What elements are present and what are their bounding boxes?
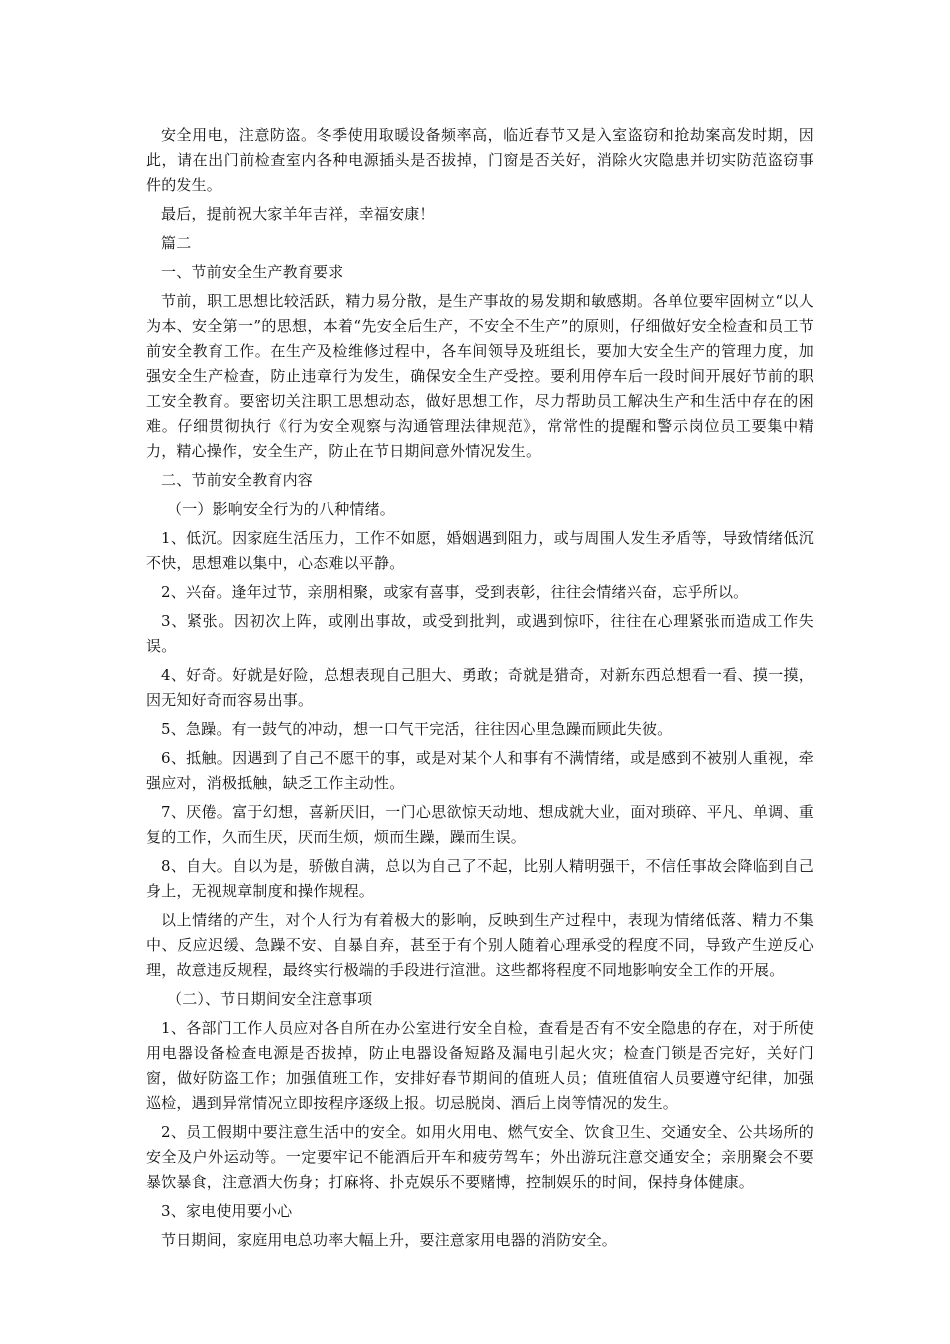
list-item: 7、厌倦。富于幻想，喜新厌旧，一门心思欲惊天动地、想成就大业，面对琐碎、平凡、单调、重复的工作，久而生厌，厌而生烦，烦而生躁，躁而生误。 — [146, 803, 814, 846]
list-item: 5、急躁。有一鼓气的冲动，想一口气干完活，往往因心里急躁而顾此失彼。 — [161, 720, 673, 738]
paragraph: 节前，职工思想比较活跃，精力易分散，是生产事故的易发期和敏感期。各单位要牢固树立“以人为本、安全第一”的思想，本着“先安全后生产，不安全不生产”的原则，仔细做好安全检查和员工节前安全教育工作。在生产及检维修过程中，各车间领导及班组长，要加大安全生产的管理力度，加强安全生产检查，防止违章行为发生，确保安全生产受控。要利用停车后一段时间开展好节前的职工安全教育。要密切关注职工思想动态，做好思想工作，尽力帮助员工解决生产和生活中存在的困难。仔细贯彻执行《行为安全观察与沟通管理法律规范》，常常性的提醒和警示岗位员工要集中精力，精心操作，安全生产，防止在节日期间意外情况发生。 — [146, 292, 814, 460]
paragraph: 以上情绪的产生，对个人行为有着极大的影响，反映到生产过程中，表现为情绪低落、精力不集中、反应迟缓、急躁不安、自暴自弃，甚至于有个别人随着心理承受的程度不同，导致产生逆反心理，故意违反规程，最终实行极端的手段进行渲泄。这些都将程度不同地影响安全工作的开展。 — [146, 911, 814, 979]
section-heading: 二、节前安全教育内容 — [161, 471, 314, 489]
list-item: 8、自大。自以为是，骄傲自满，总以为自己了不起，比别人精明强干，不信任事故会降临到自己身上，无视规章制度和操作规程。 — [146, 857, 814, 900]
list-item: 1、各部门工作人员应对各自所在办公室进行安全自检，查看是否有不安全隐患的存在，对于所使用电器设备检查电源是否拔掉，防止电器设备短路及漏电引起火灾；检查门锁是否完好，关好门窗，做好防盗工作；加强值班工作，安排好春节期间的值班人员；值班值宿人员要遵守纪律，加强巡检，遇到异常情况立即按程序逐级上报。切忌脱岗、酒后上岗等情况的发生。 — [146, 1019, 814, 1112]
list-item: 3、紧张。因初次上阵，或刚出事故，或受到批判，或遇到惊吓，往往在心理紧张而造成工作失误。 — [146, 612, 814, 655]
subsection-heading: （一）影响安全行为的八种情绪。 — [167, 500, 396, 518]
list-item: 1、低沉。因家庭生活压力，工作不如愿，婚姻遇到阻力，或与周围人发生矛盾等，导致情绪低沉不快，思想难以集中，心态难以平静。 — [146, 529, 814, 572]
section-heading: 篇二 — [161, 234, 192, 252]
document-page — [146, 123, 814, 1257]
paragraph: 安全用电，注意防盗。冬季使用取暖设备频率高，临近春节又是入室盗窃和抢劫案高发时期，因此，请在出门前检查室内各种电源插头是否拔掉，门窗是否关好，消除火灾隐患并切实防范盗窃事件的发生。 — [146, 126, 814, 194]
section-heading: 一、节前安全生产教育要求 — [161, 263, 344, 281]
list-item: 3、家电使用要小心 — [161, 1202, 293, 1220]
list-item: 4、好奇。好就是好险，总想表现自己胆大、勇敢；奇就是猎奇，对新东西总想看一看、摸一摸，因无知好奇而容易出事。 — [146, 666, 814, 709]
paragraph: 最后，提前祝大家羊年吉祥，幸福安康！ — [161, 205, 435, 223]
subsection-heading: （二）、节日期间安全注意事项 — [167, 990, 373, 1008]
paragraph: 节日期间，家庭用电总功率大幅上升，要注意家用电器的消防安全。 — [161, 1231, 618, 1249]
list-item: 2、员工假期中要注意生活中的安全。如用火用电、燃气安全、饮食卫生、交通安全、公共场所的安全及户外运动等。一定要牢记不能酒后开车和疲劳驾车；外出游玩注意交通安全；亲朋聚会不要暴饮暴食，注意酒大伤身；打麻将、扑克娱乐不要赌博，控制娱乐的时间，保持身体健康。 — [146, 1123, 814, 1191]
list-item: 2、兴奋。逢年过节，亲朋相聚，或家有喜事，受到表彰，往往会情绪兴奋，忘乎所以。 — [161, 583, 749, 601]
list-item: 6、抵触。因遇到了自己不愿干的事，或是对某个人和事有不满情绪，或是感到不被别人重视，牵强应对，消极抵触，缺乏工作主动性。 — [146, 749, 814, 792]
